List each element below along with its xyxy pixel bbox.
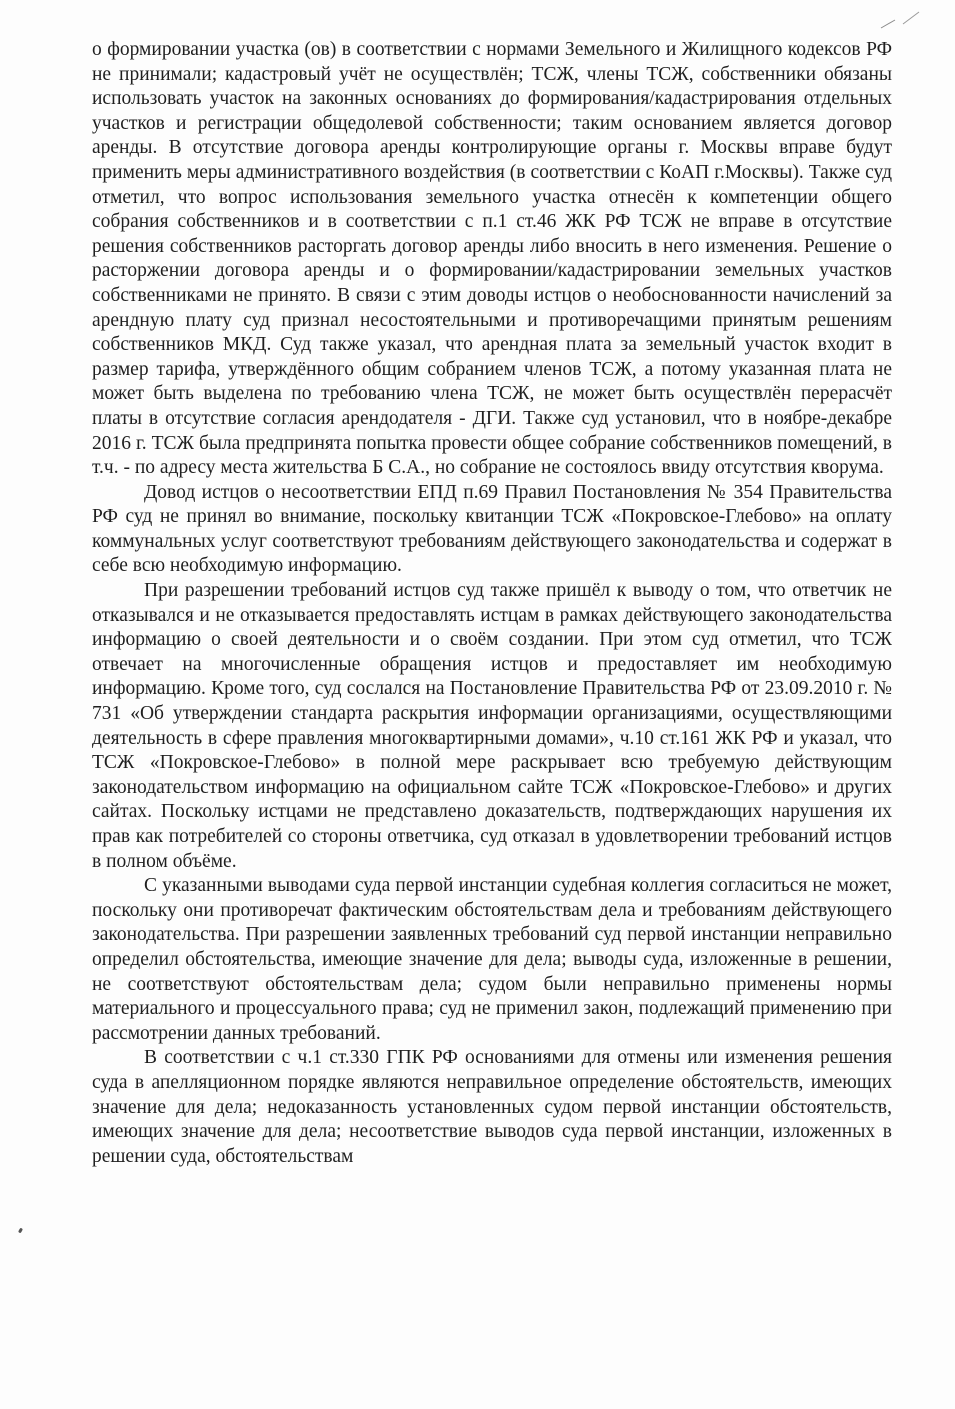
scan-speck	[18, 1228, 23, 1234]
pen-mark-icon	[873, 8, 933, 32]
paragraph-1: о формировании участка (ов) в соответствии с нормами Земельного и Жилищного кодексов РФ не принимали; кадастровый учёт не осуществлён; ТСЖ, члены ТСЖ, собственники обязаны использовать участок на законных основаниях до формирования/кадастрирования отдельных участков и регистрации общедолевой собственности; таким основанием является договор аренды. В отсутствие договора аренды контролирующие органы г. Москвы вправе будут применить меры административного воздействия (в соответствии с КоАП г.Москвы). Также суд отметил, что вопрос использования земельного участка отнесён к компетенции общего собрания собственников и в соответствии с п.1 ст.46 ЖК РФ ТСЖ не вправе в отсутствие решения собственников расторгать договор аренды либо вносить в него изменения. Решение о расторжении договора аренды и о формировании/кадастрировании земельных участков собственниками не принято. В связи с этим доводы истцов о необоснованности начислений за арендную плату суд признал несостоятельными и противоречащими принятым решениям собственников МКД. Суд также указал, что арендная плата за земельный участок входит в размер тарифа, утверждённого общим собранием членов ТСЖ, а потому указанная плата не может быть выделена по требованию члена ТСЖ, не может быть осуществлён перерасчёт платы в отсутствие согласия арендодателя - ДГИ. Также суд установил, что в ноябре-декабре 2016 г. ТСЖ была предпринята попытка провести общее собрание собственников помещений, в т.ч. - по адресу места жительства Б С.А., но собрание не состоялось ввиду отсутствия кворума.	[92, 39, 892, 479]
paragraph-3: При разрешении требований истцов суд также пришёл к выводу о том, что ответчик не отказывался и не отказывается предоставлять истцам в рамках действующего законодательства информацию о своей деятельности и о своём создании. При этом суд отметил, что ТСЖ отвечает на многочисленные обращения истцов и предоставляет им необходимую информацию. Кроме того, суд сослался на Постановление Правительства РФ от 23.09.2010 г. № 731 «Об утверждении стандарта раскрытия информации организациями, осуществляющими деятельность в сфере правления многоквартирными домами», ч.10 ст.161 ЖК РФ и указал, что ТСЖ «Покровское-Глебово» в полной мере раскрывает всю требуемую действующим законодательством информацию на официальном сайте ТСЖ «Покровское-Глебово» и других сайтах. Поскольку истцами не представлено доказательств, подтверждающих нарушения их прав как потребителей со стороны ответчика, суд отказал в удовлетворении требований истцов в полном объёме.	[92, 580, 892, 872]
paragraph-5: В соответствии с ч.1 ст.330 ГПК РФ основаниями для отмены или изменения решения суда в апелляционном порядке являются неправильное определение обстоятельств, имеющих значение для дела; недоказанность установленных судом первой инстанции обстоятельств, имеющих значение для дела; несоответствие выводов суда первой инстанции, изложенных в решении суда, обстоятельствам	[92, 1047, 892, 1167]
document-body	[92, 38, 892, 1169]
paragraph-4: С указанными выводами суда первой инстанции судебная коллегия согласиться не может, поскольку они противоречат фактическим обстоятельствам дела и требованиям действующего законодательства. При разрешении заявленных требований суд первой инстанции неправильно определил обстоятельства, имеющие значение для дела; выводы суда, изложенные в решении, не соответствуют обстоятельствам дела; судом были неправильно применены нормы материального и процессуального права; суд не применил закон, подлежащий применению при рассмотрении данных требований.	[92, 875, 892, 1044]
paragraph-2: Довод истцов о несоответствии ЕПД п.69 Правил Постановления № 354 Правительства РФ суд не принял во внимание, поскольку квитанции ТСЖ «Покровское-Глебово» на оплату коммунальных услуг соответствуют требованиям действующего законодательства и содержат в себе всю необходимую информацию.	[92, 481, 892, 577]
